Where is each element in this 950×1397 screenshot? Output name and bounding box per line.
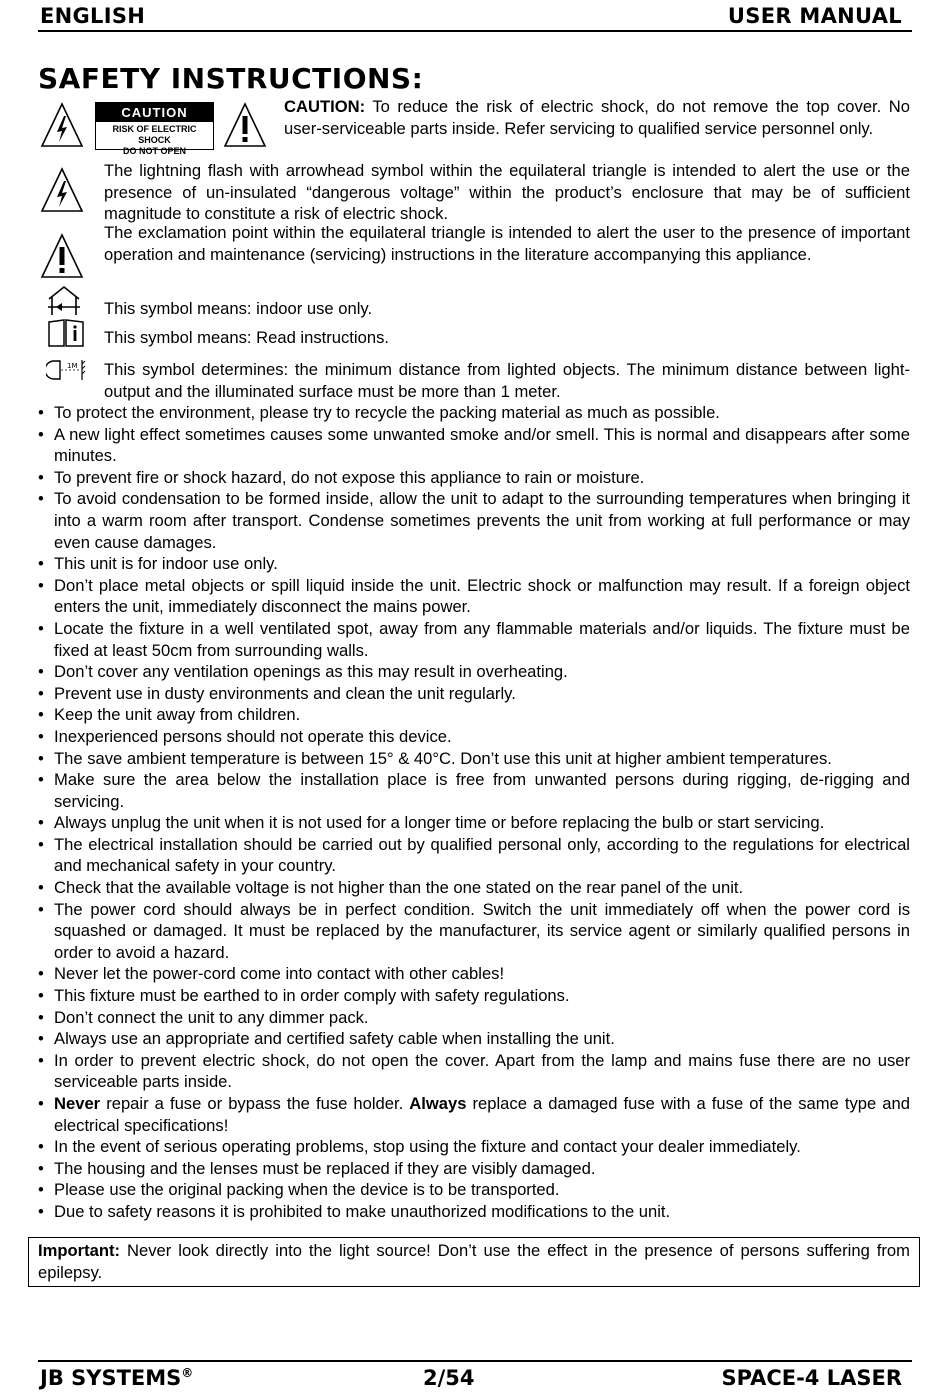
page-footer xyxy=(38,1360,912,1396)
list-item: • In order to prevent electric shock, do not open the cover. Apart from the lamp and mains fuse there are no user serviceable parts inside. xyxy=(38,1050,910,1092)
caution-paragraph xyxy=(284,96,910,139)
list-item: • Don’t cover any ventilation openings as this may result in overheating. xyxy=(38,662,568,682)
list-item: • Check that the available voltage is not higher than the one stated on the rear panel of the unit. xyxy=(38,878,744,898)
list-item: • Please use the original packing when the device is to be transported. xyxy=(38,1180,560,1200)
list-item: • Due to safety reasons it is prohibited to make unauthorized modifications to the unit. xyxy=(38,1201,671,1221)
caution-lead: CAUTION: xyxy=(284,97,366,116)
list-item: • The housing and the lenses must be replaced if they are visibly damaged. xyxy=(38,1158,596,1178)
list-item: • The power cord should always be in perfect condition. Switch the unit immediately off when the power cord is squashed or damaged. It must be replaced by the manufacturer, its service agent or similarly qualified persons in order to avoid a hazard. xyxy=(38,899,910,962)
important-notice-box xyxy=(28,1237,920,1287)
exclamation-symbol-text: The exclamation point within the equilateral triangle is intended to alert the user to the presence of important operation and maintenance (servicing) instructions in the literature accompanying this appliance. xyxy=(104,223,910,264)
read-instructions-icon xyxy=(46,318,86,348)
header-language: ENGLISH xyxy=(40,4,146,28)
lightning-symbol-icon xyxy=(40,167,84,213)
caution-body: To reduce the risk of electric shock, do not remove the top cover. No user-serviceable parts inside. Refer servicing to qualified service personnel only. xyxy=(284,97,910,138)
list-item: • Don’t connect the unit to any dimmer pack. xyxy=(38,1007,369,1027)
exclamation-symbol-icon xyxy=(40,233,84,279)
page-header xyxy=(38,2,912,32)
caution-label-line1: RISK OF ELECTRIC SHOCK xyxy=(112,124,197,145)
important-lead: Important: xyxy=(38,1241,121,1260)
list-item: • The save ambient temperature is between 15° & 40°C. Don’t use this unit at higher ambient temperatures. xyxy=(38,748,832,768)
list-item: • To prevent fire or shock hazard, do not expose this appliance to rain or moisture. xyxy=(38,467,645,487)
exclamation-warning-icon xyxy=(223,102,267,148)
list-item: • Inexperienced persons should not operate this device. xyxy=(38,726,452,746)
lightning-warning-icon xyxy=(40,102,84,148)
list-item: • Always unplug the unit when it is not used for a longer time or before replacing the bulb or start servicing. xyxy=(38,813,825,833)
safety-bullet-list xyxy=(38,402,910,1223)
caution-label-main: CAUTION xyxy=(96,103,213,122)
list-item: • Never let the power-cord come into contact with other cables! xyxy=(38,964,505,984)
list-item: • The electrical installation should be carried out by qualified personal only, according to the regulations for electrical and mechanical safety in your country. xyxy=(38,834,910,876)
list-item: • Keep the unit away from children. xyxy=(38,705,301,725)
read-symbol-text: This symbol means: Read instructions. xyxy=(104,328,389,347)
important-body: Never look directly into the light source! Don’t use the effect in the presence of persons suffering from epilepsy. xyxy=(38,1241,910,1282)
caution-label-line2: DO NOT OPEN xyxy=(122,146,186,156)
page-title: SAFETY INSTRUCTIONS: xyxy=(38,62,424,95)
footer-product: SPACE-4 LASER xyxy=(721,1366,902,1390)
list-item: • Always use an appropriate and certified safety cable when installing the unit. xyxy=(38,1029,615,1049)
list-item: • Don’t place metal objects or spill liquid inside the unit. Electric shock or malfunction may result. If a foreign object enters the unit, immediately disconnect the mains power. xyxy=(38,575,910,617)
list-item: • This fixture must be earthed to in order comply with safety regulations. xyxy=(38,986,570,1006)
list-item: • A new light effect sometimes causes some unwanted smoke and/or smell. This is normal and disappears after some minutes. xyxy=(38,424,910,466)
header-doc-type: USER MANUAL xyxy=(727,4,902,28)
caution-label xyxy=(95,102,214,156)
footer-page-number: 2/54 xyxy=(423,1366,475,1390)
list-item: • This unit is for indoor use only. xyxy=(38,554,278,574)
lightning-symbol-text: The lightning flash with arrowhead symbol within the equilateral triangle is intended to alert the use or the presence of un-insulated “dangerous voltage” within the product’s enclosure that may be of sufficient magnitude to constitute a risk of electric shock. xyxy=(104,161,910,224)
footer-brand: JB SYSTEMS® xyxy=(40,1366,194,1390)
list-item-fuse: • Never repair a fuse or bypass the fuse holder. Always replace a damaged fuse with a fuse of the same type and electrical specifications! xyxy=(38,1094,910,1135)
minimum-distance-icon-label: 1M xyxy=(67,362,78,370)
list-item: • To avoid condensation to be formed inside, allow the unit to adapt to the surrounding temperatures when bringing it into a warm room after transport. Condense sometimes prevents the unit from working at full performance or may even cause damages. xyxy=(38,489,910,552)
list-item: • To protect the environment, please try to recycle the packing material as much as possible. xyxy=(38,403,720,422)
minimum-distance-icon xyxy=(46,357,88,383)
distance-symbol-text: This symbol determines: the minimum distance from lighted objects. The minimum distance between light-output and the illuminated surface must be more than 1 meter. xyxy=(104,360,910,401)
indoor-use-icon xyxy=(46,285,82,317)
footer-registered-mark: ® xyxy=(181,1366,194,1380)
list-item: • In the event of serious operating problems, stop using the fixture and contact your dealer immediately. xyxy=(38,1137,801,1157)
indoor-symbol-text: This symbol means: indoor use only. xyxy=(104,299,373,318)
list-item: • Prevent use in dusty environments and clean the unit regularly. xyxy=(38,683,516,703)
list-item: • Make sure the area below the installation place is free from unwanted persons during rigging, de-rigging and servicing. xyxy=(38,770,910,811)
list-item: • Locate the fixture in a well ventilated spot, away from any flammable materials and/or liquids. The fixture must be fixed at least 50cm from surrounding walls. xyxy=(38,618,910,660)
